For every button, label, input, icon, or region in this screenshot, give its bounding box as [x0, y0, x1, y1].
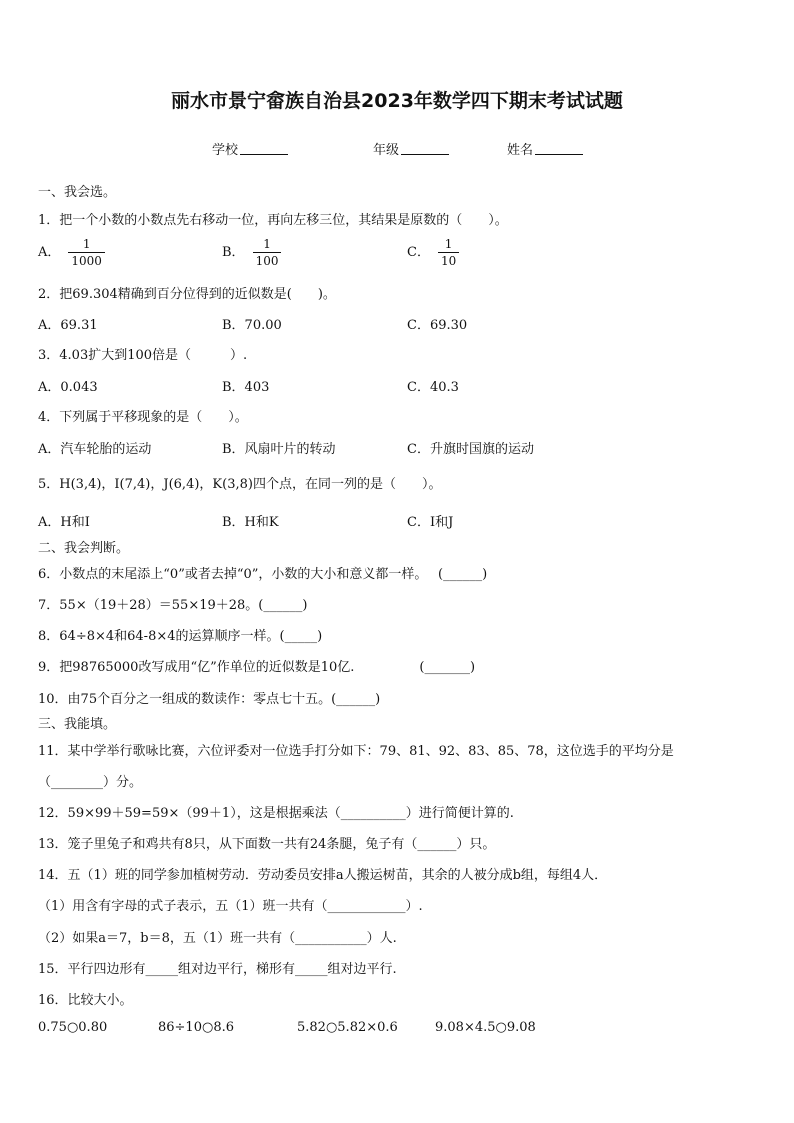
option-a[interactable]: A．H和I — [38, 515, 90, 530]
answer-blank[interactable]: （________）分。 — [38, 775, 143, 790]
option-c[interactable]: C．I和J — [407, 515, 454, 530]
question-stem: 14．五（1）班的同学参加植树劳动．劳动委员安排a人搬运树苗，其余的人被分成b组，每组4人． — [38, 868, 608, 883]
compare-item[interactable]: 9.08×4.5○9.08 — [435, 1020, 536, 1035]
option-c[interactable]: C．40.3 — [407, 380, 459, 395]
option-b[interactable]: B．70.00 — [222, 318, 282, 333]
fraction — [253, 236, 282, 269]
page-title: 丽水市景宁畲族自治县2023年数学四下期末考试试题 — [171, 90, 623, 112]
section-heading: 一、我会选。 — [38, 185, 117, 200]
option-b[interactable]: B．403 — [222, 380, 270, 395]
fraction-numerator: 1 — [253, 236, 282, 253]
question-stem: 16．比较大小。 — [38, 993, 133, 1008]
question-stem: 8．64÷8×4和64-8×4的运算顺序一样。(_____) — [38, 629, 323, 644]
question-stem: 5．H(3,4)，I(7,4)，J(6,4)，K(3,8)四个点，在同一列的是（ ）。 — [38, 477, 442, 492]
question-stem: （1）用含有字母的式子表示，五（1）班一共有（____________）. — [38, 899, 423, 914]
question-stem: 3．4.03扩大到100倍是（ ）. — [38, 348, 248, 363]
option-b[interactable] — [222, 236, 281, 269]
fraction-denominator: 1000 — [71, 254, 102, 268]
question-stem: 11．某中学举行歌咏比赛，六位评委对一位选手打分如下：79、81、92、83、85、78，这位选手的平均分是 — [38, 744, 674, 759]
question-stem: 4．下列属于平移现象的是（ ）。 — [38, 410, 248, 425]
question-stem: 15．平行四边形有_____组对边平行，梯形有_____组对边平行. — [38, 962, 397, 977]
option-b[interactable]: B．H和K — [222, 515, 279, 530]
question-stem: 10．由75个百分之一组成的数读作：零点七十五。(______) — [38, 692, 381, 707]
section-heading: 二、我会判断。 — [38, 541, 130, 556]
option-b[interactable]: B．风扇叶片的转动 — [222, 442, 336, 457]
school-label: 学校 — [212, 143, 239, 158]
question-stem: 6．小数点的末尾添上“0”或者去掉“0”，小数的大小和意义都一样。 (______) — [38, 567, 488, 582]
option-label: C． — [407, 245, 430, 260]
name-label: 姓名 — [507, 143, 534, 158]
option-a[interactable]: A．69.31 — [38, 318, 98, 333]
fraction-numerator: 1 — [68, 236, 105, 253]
question-stem: 7．55×（19＋28）＝55×19＋28。(______) — [38, 598, 308, 613]
option-label: A． — [38, 245, 61, 260]
option-a[interactable] — [38, 236, 105, 269]
compare-item[interactable]: 5.82○5.82×0.6 — [297, 1020, 398, 1035]
option-c[interactable] — [407, 236, 459, 269]
fraction — [438, 236, 459, 269]
question-stem: 1．把一个小数的小数点先右移动一位，再向左移三位，其结果是原数的（ ）。 — [38, 213, 508, 228]
option-c[interactable]: C．69.30 — [407, 318, 468, 333]
name-blank[interactable] — [535, 142, 583, 155]
question-stem: 2．把69.304精确到百分位得到的近似数是( )。 — [38, 287, 336, 302]
question-stem: 12．59×99＋59=59×（99＋1），这是根据乘法（__________）进行简便计算的. — [38, 806, 514, 821]
school-blank[interactable] — [240, 142, 288, 155]
fraction-denominator: 100 — [255, 254, 279, 268]
question-stem: 9．把98765000改写成用“亿”作单位的近似数是10亿. (_______) — [38, 660, 476, 675]
section-heading: 三、我能填。 — [38, 717, 117, 732]
school-field[interactable] — [212, 139, 288, 158]
option-a[interactable]: A．0.043 — [38, 380, 98, 395]
fraction-denominator: 10 — [440, 254, 457, 268]
compare-item[interactable]: 0.75○0.80 — [38, 1020, 108, 1035]
grade-blank[interactable] — [401, 142, 449, 155]
compare-item[interactable]: 86÷10○8.6 — [158, 1020, 234, 1035]
name-field[interactable] — [507, 139, 583, 158]
fraction-numerator: 1 — [438, 236, 459, 253]
option-label: B． — [222, 245, 245, 260]
fraction — [68, 236, 105, 269]
question-stem: （2）如果a＝7，b＝8，五（1）班一共有（___________）人. — [38, 931, 397, 946]
question-stem: 13．笼子里兔子和鸡共有8只，从下面数一共有24条腿，兔子有（______）只。 — [38, 837, 496, 852]
option-a[interactable]: A．汽车轮胎的运动 — [38, 442, 152, 457]
grade-field[interactable] — [373, 139, 449, 158]
grade-label: 年级 — [373, 143, 400, 158]
option-c[interactable]: C．升旗时国旗的运动 — [407, 442, 534, 457]
